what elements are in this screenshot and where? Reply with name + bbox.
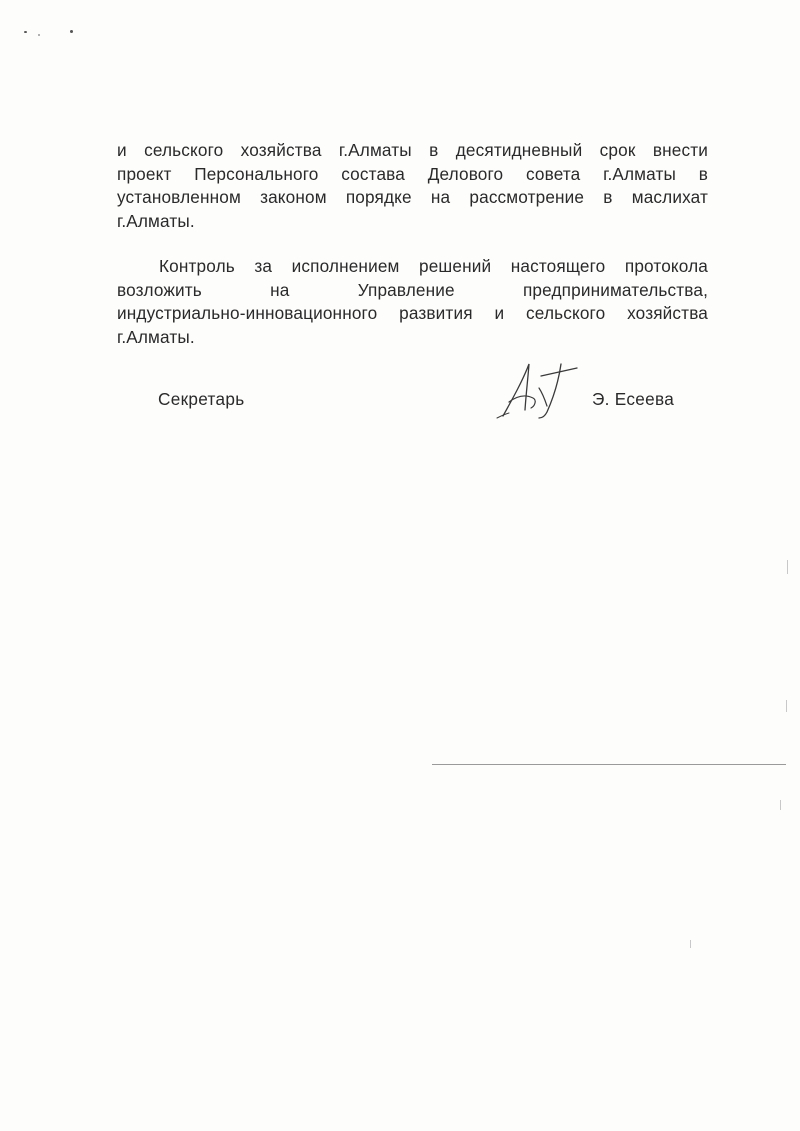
scan-edge-mark bbox=[690, 940, 691, 948]
signature-block bbox=[0, 387, 800, 427]
text-line: г.Алматы. bbox=[117, 210, 195, 231]
text-line: и сельского хозяйства г.Алматы в десятидневный срок внести bbox=[117, 140, 708, 160]
paragraph-control bbox=[117, 255, 708, 349]
scan-speck bbox=[70, 30, 73, 33]
scan-edge-mark bbox=[780, 800, 781, 810]
handwritten-signature bbox=[495, 358, 587, 422]
scan-edge-mark bbox=[786, 700, 787, 712]
signatory-title: Секретарь bbox=[158, 389, 245, 409]
paragraph-deadline bbox=[117, 139, 708, 233]
text-line: проект Персонального состава Делового совета г.Алматы в bbox=[117, 163, 708, 184]
text-line: индустриально-инновационного развития и сельского хозяйства bbox=[117, 303, 708, 323]
horizontal-rule bbox=[432, 764, 786, 765]
scan-edge-mark bbox=[787, 560, 788, 574]
text-line: установленном законом порядке на рассмотрение в маслихат bbox=[117, 187, 708, 207]
text-line: возложить на Управление предпринимательства, bbox=[117, 279, 708, 300]
signatory-name: Э. Есеева bbox=[592, 389, 675, 409]
scan-speck bbox=[38, 34, 40, 36]
scan-speck bbox=[24, 31, 27, 33]
text-line: г.Алматы. bbox=[117, 326, 195, 347]
text-line: Контроль за исполнением решений настоящего протокола bbox=[159, 256, 708, 276]
